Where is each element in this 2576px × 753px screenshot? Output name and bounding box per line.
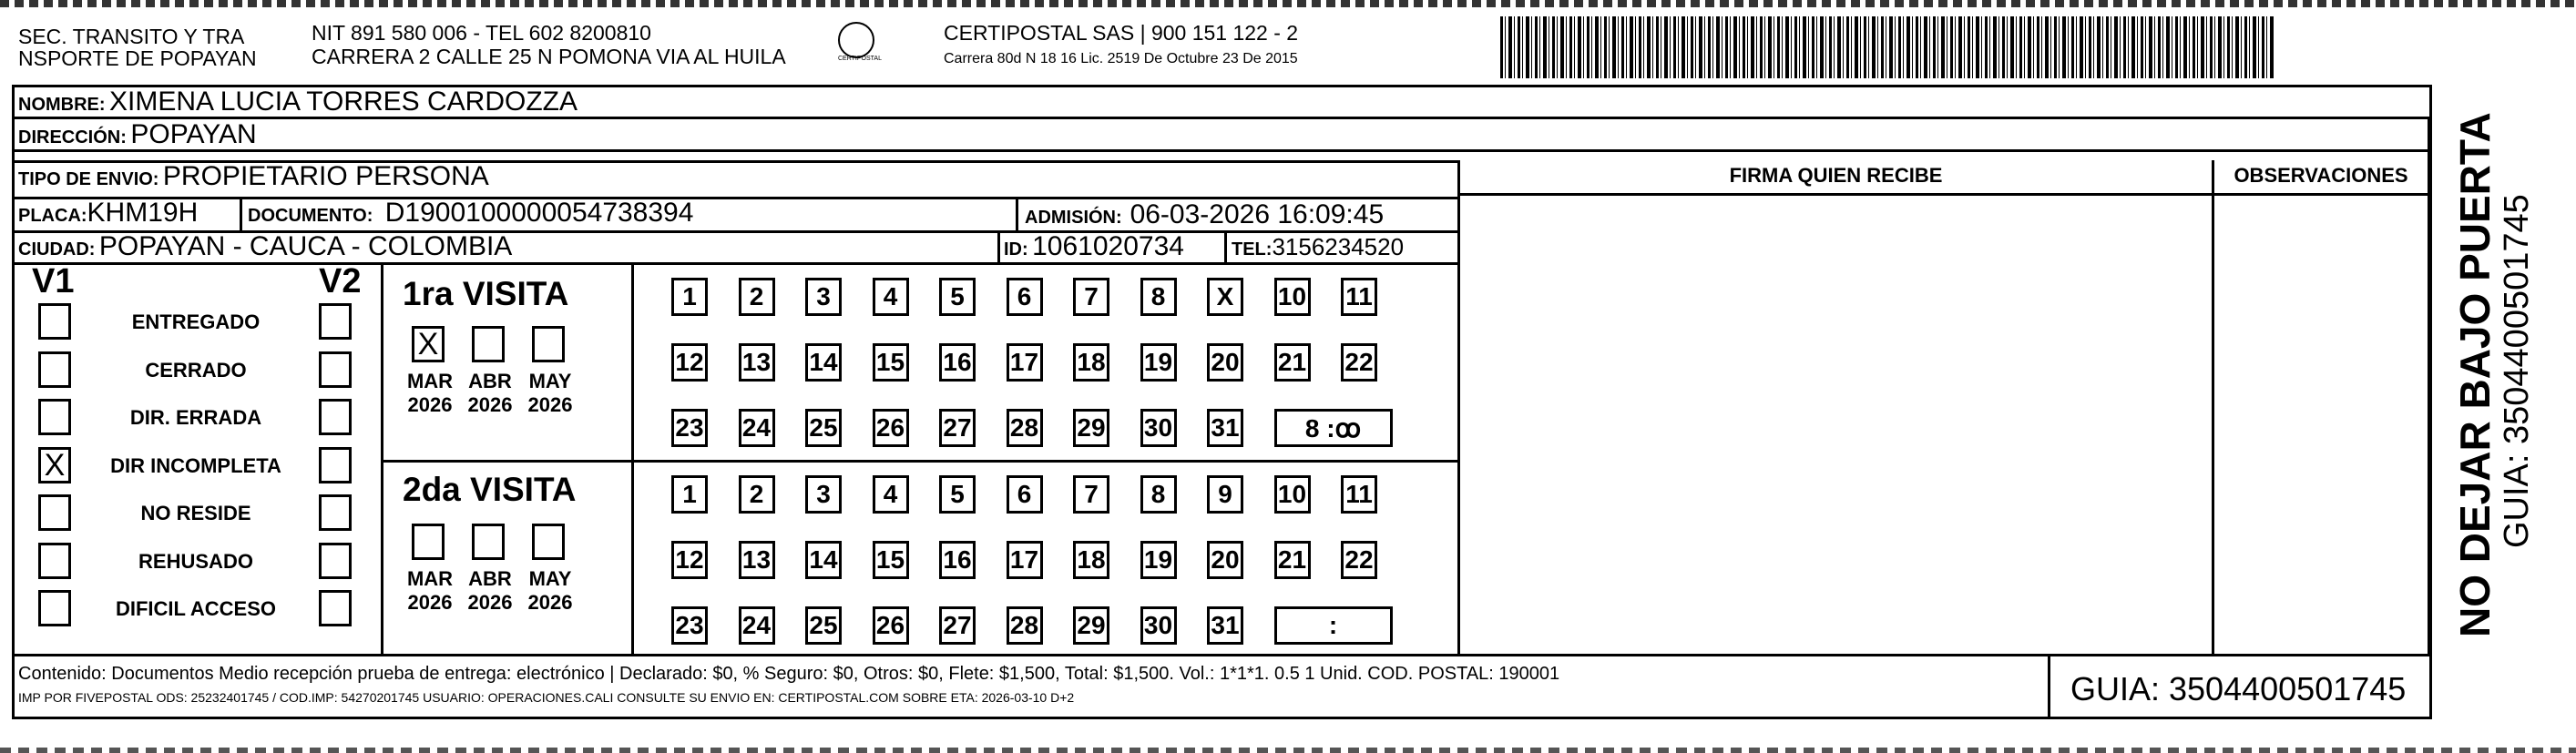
visit1-day-cell[interactable]: 1 [671,278,708,316]
visit2-day-cell[interactable]: 26 [873,606,909,645]
certipostal-logo-icon [838,22,874,58]
col-divider [240,197,242,230]
tipo-envio-value: PROPIETARIO PERSONA [162,161,489,191]
visit1-month-checkbox[interactable] [532,326,565,362]
company-line: CERTIPOSTAL SAS | 900 151 122 - 2 [944,21,1299,45]
visit1-day-cell[interactable]: X [1207,278,1243,316]
v1-checkbox[interactable]: X [38,447,71,483]
visit1-day-cell[interactable]: 29 [1073,409,1109,447]
tel-label: TEL: [1232,239,1273,259]
v1-checkbox[interactable] [38,303,71,340]
v1-checkbox[interactable] [38,543,71,579]
nombre-field [18,86,578,117]
documento-field [248,198,693,229]
visit2-day-cell[interactable]: 3 [805,475,842,514]
visit2-day-cell[interactable]: 6 [1007,475,1043,514]
visit2-day-cell[interactable]: 4 [873,475,909,514]
v1-checkbox[interactable] [38,399,71,435]
visit2-day-cell[interactable]: 10 [1274,475,1311,514]
col-divider [997,230,1000,262]
visit2-day-cell[interactable]: 24 [739,606,775,645]
v2-checkbox[interactable] [319,494,352,531]
v1-checkbox[interactable] [38,351,71,388]
visit2-day-cell[interactable]: 30 [1140,606,1177,645]
visit2-day-cell[interactable]: 18 [1073,541,1109,579]
col-divider [381,262,383,654]
tipo-envio-field [18,161,489,192]
visit1-title: 1ra VISITA [403,275,569,312]
tel-field [1232,233,1404,261]
visit2-month-checkbox[interactable] [472,524,505,560]
visit1-year-label: 2026 [527,393,573,416]
col-divider [1224,230,1227,262]
admision-field [1025,199,1384,230]
visit1-year-label: 2026 [467,393,513,416]
visit1-month-label: MAR [406,370,454,392]
license-line: Carrera 80d N 18 16 Lic. 2519 De Octubre 23 De 2015 [944,51,1298,66]
row-divider [1460,193,2432,196]
admision-value: 06-03-2026 16:09:45 [1130,199,1385,229]
visit2-day-cell[interactable]: 1 [671,475,708,514]
visit1-day-cell[interactable]: 22 [1341,343,1377,382]
visit2-day-cell[interactable]: 5 [939,475,976,514]
visit-divider [381,460,1460,463]
visit2-day-cell[interactable]: 31 [1207,606,1243,645]
ciudad-value: POPAYAN - CAUCA - COLOMBIA [98,231,513,261]
visit1-month-checkbox[interactable] [472,326,505,362]
no-dejar-warning: NO DEJAR BAJO PUERTA [2451,112,2499,637]
visit1-day-cell[interactable]: 15 [873,343,909,382]
visit2-time-cell[interactable]: : [1274,606,1393,645]
direccion-field [18,119,257,150]
visit2-year-label: 2026 [467,591,513,614]
footer-content: Contenido: Documentos Medio recepción prueba de entrega: electrónico | Declarado: $0, % Seguro: $0, Otros: $0, Flete: $1,500, Total: $1,500. Vol.: 1*1*1. 0.5 1 Unid. COD. POSTAL: 190001 [18,664,1560,684]
direccion-value: POPAYAN [130,119,257,149]
tel-value: 3156234520 [1272,233,1405,260]
visit2-month-checkbox[interactable] [532,524,565,560]
v1-checkbox[interactable] [38,590,71,626]
visit2-month-checkbox[interactable] [412,524,445,560]
visit2-day-cell[interactable]: 27 [939,606,976,645]
v2-checkbox[interactable] [319,351,352,388]
nombre-value: XIMENA LUCIA TORRES CARDOZZA [109,86,578,117]
visit1-day-cell[interactable]: 11 [1341,278,1377,316]
footer-guia: GUIA: 3504400501745 [2070,670,2407,707]
visit2-year-label: 2026 [407,591,453,614]
v2-checkbox[interactable] [319,447,352,483]
visit1-day-cell[interactable]: 27 [939,409,976,447]
visit2-day-cell[interactable]: 2 [739,475,775,514]
visit1-day-cell[interactable]: 25 [805,409,842,447]
visit2-year-label: 2026 [527,591,573,614]
col-divider [631,262,634,654]
status-option-label: CERRADO [145,358,247,382]
top-cut-line [0,0,2576,7]
visit1-day-cell[interactable]: 26 [873,409,909,447]
visit1-day-cell[interactable]: 31 [1207,409,1243,447]
visit2-day-cell[interactable]: 11 [1341,475,1377,514]
visit1-day-cell[interactable]: 4 [873,278,909,316]
visit1-day-cell[interactable]: 23 [671,409,708,447]
visit2-day-cell[interactable]: 7 [1073,475,1109,514]
v2-checkbox[interactable] [319,590,352,626]
visit2-month-label: MAY [528,567,572,590]
visit2-day-cell[interactable]: 16 [939,541,976,579]
visit1-year-label: 2026 [407,393,453,416]
visit2-day-cell[interactable]: 17 [1007,541,1043,579]
visit2-day-cell[interactable]: 8 [1140,475,1177,514]
visit1-month-label: ABR [468,370,512,392]
visit1-time-cell[interactable]: 8 :ꝏ [1274,409,1393,447]
nit-line: NIT 891 580 006 - TEL 602 8200810 [312,21,651,45]
col-divider [1016,197,1018,230]
visit1-day-cell[interactable]: 7 [1073,278,1109,316]
v2-checkbox[interactable] [319,543,352,579]
status-option-label: DIR INCOMPLETA [110,453,281,477]
placa-value: KHM19H [87,198,199,228]
documento-value: D1900100000054738394 [384,198,694,228]
visit1-day-cell[interactable]: 14 [805,343,842,382]
visit2-day-cell[interactable]: 22 [1341,541,1377,579]
visit1-day-cell[interactable]: 2 [739,278,775,316]
v2-label: V2 [319,262,362,300]
visit2-month-label: ABR [468,567,512,590]
visit1-day-cell[interactable]: 10 [1274,278,1311,316]
visit1-day-cell[interactable]: 3 [805,278,842,316]
sender-line-2: NSPORTE DE POPAYAN [18,46,257,70]
visit2-day-cell[interactable]: 23 [671,606,708,645]
visit2-day-cell[interactable]: 15 [873,541,909,579]
visit2-day-cell[interactable]: 13 [739,541,775,579]
visit1-day-cell[interactable]: 6 [1007,278,1043,316]
visit1-day-cell[interactable]: 17 [1007,343,1043,382]
status-option-label: DIR. ERRADA [129,406,262,429]
admision-label: ADMISIÓN: [1025,208,1122,228]
ciudad-field [18,231,512,262]
logo-text: CERTIPOSTAL [838,56,882,62]
visit2-day-cell[interactable]: 19 [1140,541,1177,579]
visit2-day-cell[interactable]: 21 [1274,541,1311,579]
placa-label: PLACA: [18,206,87,226]
row-divider [12,262,1460,265]
status-option-label: NO RESIDE [140,502,251,524]
v1-label: V1 [32,262,75,300]
visit1-day-cell[interactable]: 24 [739,409,775,447]
visit1-day-cell[interactable]: 5 [939,278,976,316]
col-divider [2428,117,2430,654]
visit1-month-checkbox[interactable]: X [412,326,445,362]
documento-label: DOCUMENTO: [248,206,373,226]
direccion-label: DIRECCIÓN: [18,127,127,148]
observaciones-header: OBSERVACIONES [2234,164,2408,187]
row-divider [12,149,2432,152]
visit1-day-cell[interactable]: 18 [1073,343,1109,382]
visit2-title: 2da VISITA [403,471,577,508]
id-label: ID: [1004,239,1028,259]
id-field [1004,231,1184,262]
footer-divider [12,654,2432,656]
v2-checkbox[interactable] [319,399,352,435]
status-option-label: DIFICIL ACCESO [115,597,276,620]
v1-checkbox[interactable] [38,494,71,531]
visit2-month-label: MAR [406,567,454,590]
visit2-day-cell[interactable]: 14 [805,541,842,579]
nombre-label: NOMBRE: [18,95,106,115]
visit1-day-cell[interactable]: 13 [739,343,775,382]
placa-field [18,198,198,229]
visit2-day-cell[interactable]: 9 [1207,475,1243,514]
status-option-label: ENTREGADO [131,310,261,333]
id-value: 1061020734 [1032,231,1184,261]
col-divider [2212,160,2214,654]
barcode [1500,16,2274,78]
col-divider [1457,160,1460,654]
footer-print-info: IMP POR FIVEPOSTAL ODS: 25232401745 / COD.IMP: 54270201745 USUARIO: OPERACIONES.CALI CONSULTE SU ENVIO EN: CERTIPOSTAL.COM SOBRE ETA: 2026-03-10 D+2 [18,690,1075,705]
col-divider [2048,654,2050,719]
visit1-day-cell[interactable]: 8 [1140,278,1177,316]
visit2-day-cell[interactable]: 20 [1207,541,1243,579]
status-option-label: REHUSADO [138,549,253,573]
side-guia: GUIA: 3504400501745 [2498,194,2536,548]
tipo-envio-label: TIPO DE ENVIO: [18,169,159,189]
ciudad-label: CIUDAD: [18,239,96,259]
visit2-day-cell[interactable]: 28 [1007,606,1043,645]
visit1-month-label: MAY [528,370,572,392]
signature-area[interactable] [1463,197,2210,652]
observations-area[interactable] [2215,197,2425,652]
address-line: CARRERA 2 CALLE 25 N POMONA VIA AL HUILA [312,45,786,68]
visit2-day-cell[interactable]: 29 [1073,606,1109,645]
visit2-day-cell[interactable]: 12 [671,541,708,579]
sender-line-1: SEC. TRANSITO Y TRA [18,25,245,48]
visit1-day-cell[interactable]: 28 [1007,409,1043,447]
visit1-day-cell[interactable]: 20 [1207,343,1243,382]
visit1-day-cell[interactable]: 12 [671,343,708,382]
visit1-day-cell[interactable]: 30 [1140,409,1177,447]
firma-header: FIRMA QUIEN RECIBE [1729,164,1943,187]
v2-checkbox[interactable] [319,303,352,340]
visit1-day-cell[interactable]: 16 [939,343,976,382]
visit1-day-cell[interactable]: 19 [1140,343,1177,382]
visit1-day-cell[interactable]: 21 [1274,343,1311,382]
bottom-cut-line [0,748,2576,753]
visit2-day-cell[interactable]: 25 [805,606,842,645]
